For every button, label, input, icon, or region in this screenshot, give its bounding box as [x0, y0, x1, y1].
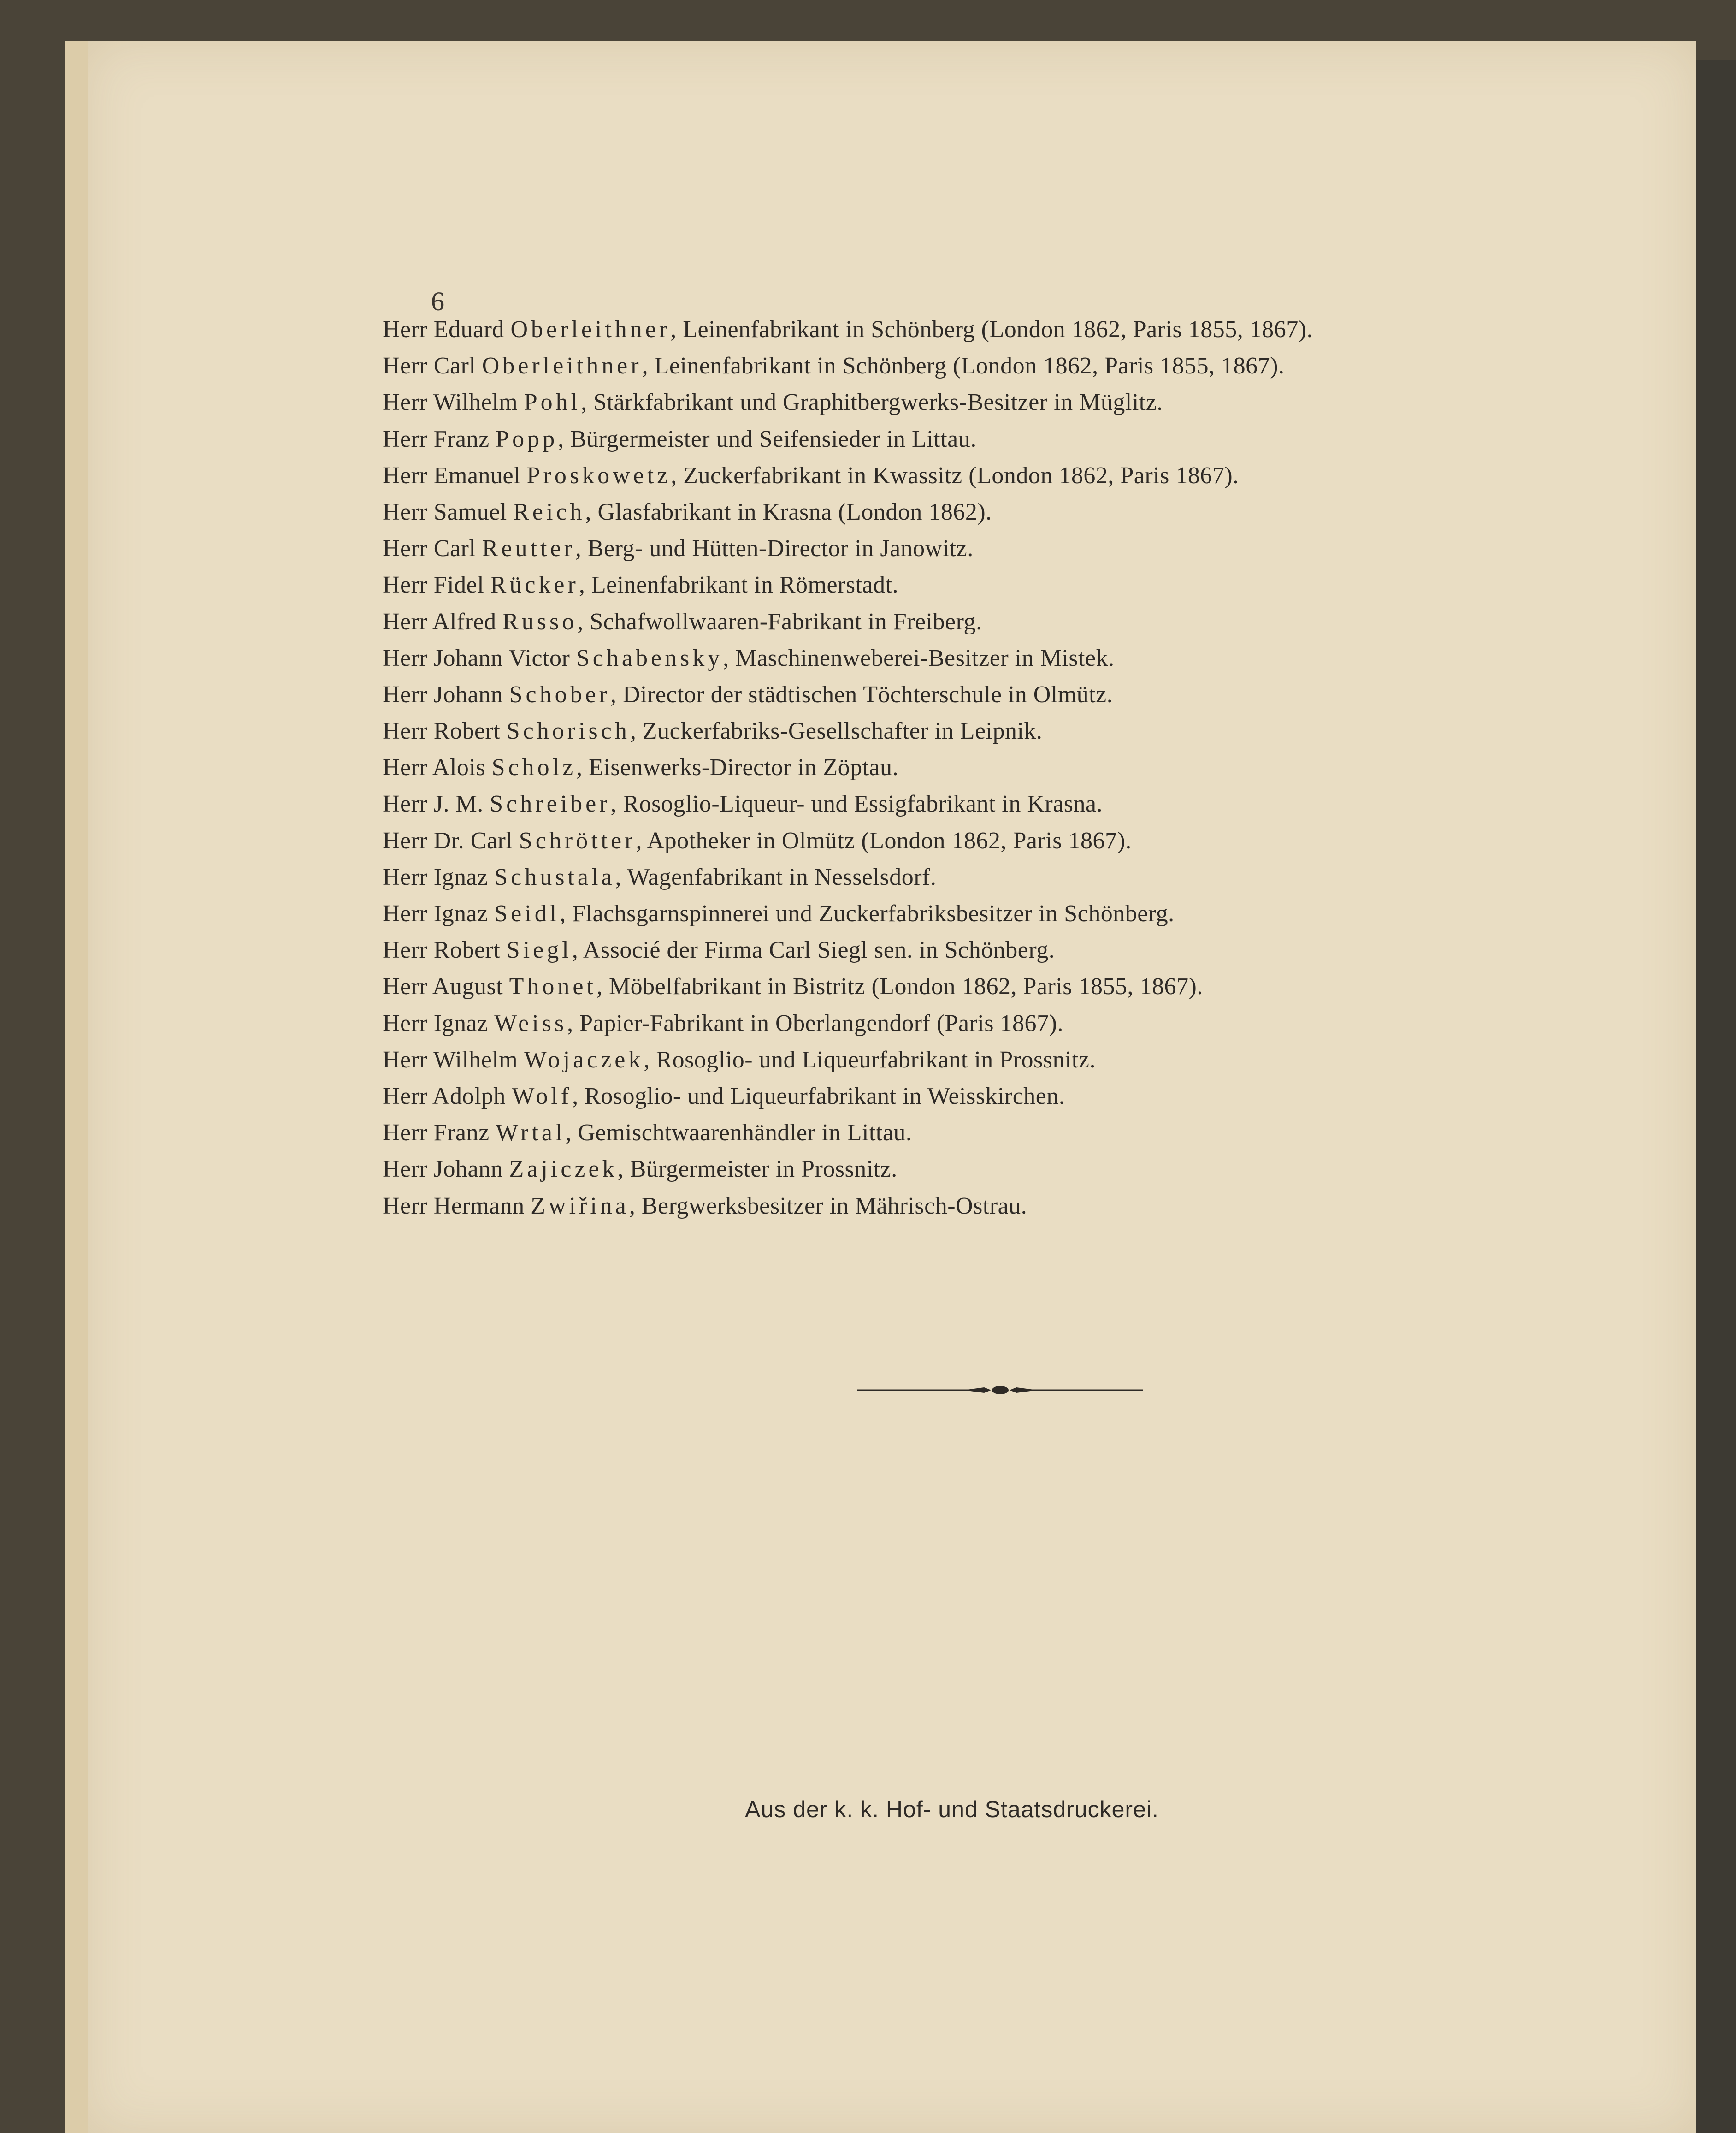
entry-description: , Rosoglio- und Liqueurfabrikant in Weisskirchen.: [572, 1083, 1065, 1109]
entry-surname: Zwiřina: [531, 1192, 629, 1219]
entry-surname: Oberleithner: [482, 353, 642, 379]
entry-prefix: Herr Fidel: [383, 572, 490, 598]
entry-surname: Schrötter: [519, 827, 636, 854]
entry-prefix: Herr Dr. Carl: [383, 827, 519, 854]
list-item: [383, 968, 1627, 1005]
entry-surname: Popp: [496, 426, 558, 452]
entry-surname: Seidl: [494, 901, 560, 927]
entry-prefix: Herr August: [383, 973, 509, 1000]
entry-surname: Thonet: [509, 973, 596, 1000]
entry-surname: Russo: [502, 608, 578, 635]
entry-prefix: Herr Johann: [383, 681, 509, 708]
entry-prefix: Herr J. M.: [383, 791, 490, 818]
entry-surname: Pohl: [524, 389, 581, 416]
list-item: [383, 640, 1627, 676]
decorative-rule-icon: [857, 1376, 1143, 1404]
entry-description: , Berg- und Hütten-Director in Janowitz.: [575, 535, 974, 562]
entry-description: , Director der städtischen Töchterschule in Olmütz.: [610, 681, 1113, 708]
entry-prefix: Herr Adolph: [383, 1083, 512, 1109]
entry-surname: Reich: [513, 498, 585, 525]
entry-description: , Stärkfabrikant und Graphitbergwerks-Besitzer in Müglitz.: [581, 389, 1163, 416]
entry-description: , Möbelfabrikant in Bistritz (London 1862, Paris 1855, 1867).: [596, 973, 1203, 1000]
entry-prefix: Herr Johann: [383, 1156, 509, 1183]
entry-prefix: Herr Franz: [383, 426, 496, 452]
list-item: [383, 494, 1627, 530]
list-item: [383, 749, 1627, 786]
entry-description: , Leinenfabrikant in Schönberg (London 1862, Paris 1855, 1867).: [670, 316, 1313, 343]
entry-description: , Eisenwerks-Director in Zöptau.: [576, 754, 899, 781]
entry-prefix: Herr Wilhelm: [383, 389, 524, 416]
list-item: [383, 932, 1627, 968]
entry-description: , Flachsgarnspinnerei und Zuckerfabriksbesitzer in Schönberg.: [560, 901, 1175, 927]
entry-description: , Zuckerfabriks-Gesellschafter in Leipnik.: [630, 718, 1043, 745]
entry-surname: Weiss: [494, 1010, 567, 1037]
list-item: [383, 823, 1627, 859]
entry-description: , Schafwollwaaren-Fabrikant in Freiberg.: [577, 608, 982, 635]
entry-description: , Zuckerfabrikant in Kwassitz (London 1862, Paris 1867).: [671, 462, 1239, 489]
list-item: [383, 1078, 1627, 1114]
entry-description: , Apotheker in Olmütz (London 1862, Paris 1867).: [636, 827, 1132, 854]
list-item: [383, 1042, 1627, 1078]
imprint-line: [88, 1796, 1696, 1823]
list-item: [383, 311, 1627, 348]
entry-description: , Bürgermeister und Seifensieder in Littau.: [558, 426, 977, 452]
list-item: [383, 1114, 1627, 1151]
entry-description: , Rosoglio-Liqueur- und Essigfabrikant in Krasna.: [610, 791, 1103, 818]
entry-surname: Schustala: [494, 864, 615, 890]
imprint-text: Aus der k. k. Hof- und Staatsdruckerei.: [745, 1796, 1159, 1822]
list-item: [383, 567, 1627, 603]
entry-surname: Proskowetz: [526, 462, 671, 489]
list-item: [383, 713, 1627, 749]
entry-description: , Papier-Fabrikant in Oberlangendorf (Paris 1867).: [567, 1010, 1063, 1037]
entry-description: , Bergwerksbesitzer in Mährisch-Ostrau.: [629, 1192, 1027, 1219]
list-item: [383, 604, 1627, 640]
entry-prefix: Herr Carl: [383, 353, 482, 379]
entry-surname: Wolf: [512, 1083, 573, 1109]
entry-surname: Wrtal: [496, 1120, 566, 1146]
entry-prefix: Herr Robert: [383, 937, 507, 964]
entry-description: , Wagenfabrikant in Nesselsdorf.: [615, 864, 937, 890]
list-item: [383, 786, 1627, 822]
entry-description: , Rosoglio- und Liqueurfabrikant in Prossnitz.: [644, 1046, 1096, 1073]
entry-description: , Maschinenweberei-Besitzer in Mistek.: [723, 645, 1115, 671]
entry-surname: Rücker: [490, 572, 579, 598]
entry-prefix: Herr Wilhelm: [383, 1046, 524, 1073]
entry-description: , Glasfabrikant in Krasna (London 1862).: [585, 498, 992, 525]
entry-prefix: Herr Ignaz: [383, 901, 495, 927]
entry-surname: Zajiczek: [509, 1156, 618, 1183]
book-page: [65, 41, 1696, 2133]
list-item: [383, 1188, 1627, 1224]
entry-description: , Bürgermeister in Prossnitz.: [617, 1156, 898, 1183]
list-item: [383, 676, 1627, 713]
entry-surname: Schorisch: [506, 718, 630, 745]
entry-description: , Leinenfabrikant in Schönberg (London 1862, Paris 1855, 1867).: [642, 353, 1285, 379]
entry-prefix: Herr Carl: [383, 535, 482, 562]
entry-surname: Wojaczek: [524, 1046, 644, 1073]
page-number: 6: [431, 286, 444, 316]
entry-prefix: Herr Ignaz: [383, 1010, 495, 1037]
entry-prefix: Herr Franz: [383, 1120, 496, 1146]
entry-prefix: Herr Alfred: [383, 608, 503, 635]
entry-surname: Schreiber: [490, 791, 611, 818]
list-item: [383, 895, 1627, 932]
entry-surname: Schabensky: [576, 645, 723, 671]
entry-prefix: Herr Eduard: [383, 316, 511, 343]
entry-surname: Siegl: [506, 937, 572, 964]
entry-list: [383, 311, 1627, 1224]
list-item: [383, 421, 1627, 457]
entry-surname: Schober: [509, 681, 610, 708]
entry-prefix: Herr Hermann: [383, 1192, 531, 1219]
entry-surname: Oberleithner: [510, 316, 671, 343]
entry-prefix: Herr Samuel: [383, 498, 514, 525]
entry-description: , Leinenfabrikant in Römerstadt.: [579, 572, 899, 598]
entry-prefix: Herr Alois: [383, 754, 492, 781]
entry-prefix: Herr Robert: [383, 718, 507, 745]
list-item: [383, 859, 1627, 895]
list-item: [383, 530, 1627, 567]
entry-prefix: Herr Emanuel: [383, 462, 527, 489]
entry-description: , Gemischtwaarenhändler in Littau.: [565, 1120, 912, 1146]
list-item: [383, 1005, 1627, 1042]
list-item: [383, 348, 1627, 384]
list-item: [383, 384, 1627, 421]
entry-prefix: Herr Johann Victor: [383, 645, 576, 671]
entry-description: , Associé der Firma Carl Siegl sen. in Schönberg.: [572, 937, 1055, 964]
list-item: [383, 1151, 1627, 1187]
entry-surname: Reutter: [482, 535, 575, 562]
entry-surname: Scholz: [491, 754, 577, 781]
entry-prefix: Herr Ignaz: [383, 864, 495, 890]
list-item: [383, 457, 1627, 494]
